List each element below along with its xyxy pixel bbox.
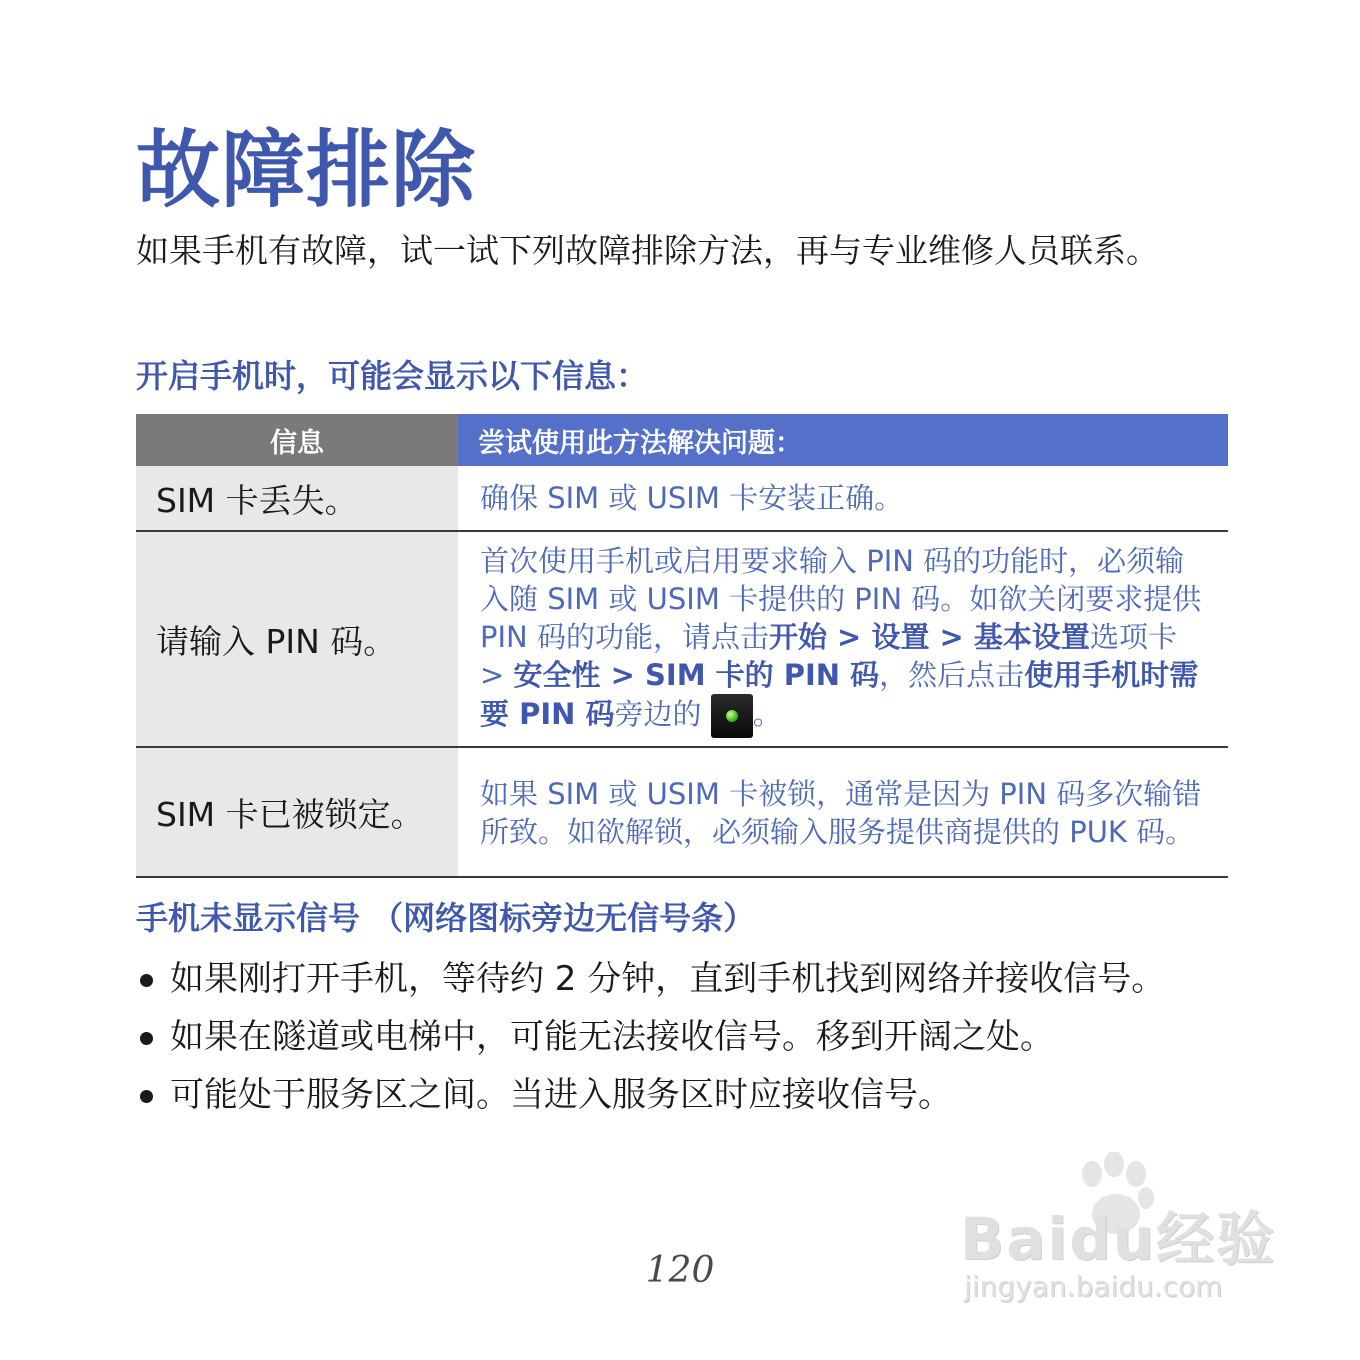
watermark-logo: Baidu经验 xyxy=(960,1205,1277,1273)
solution-text: ，然后点击 xyxy=(879,658,1025,692)
row-message: SIM 卡已被锁定。 xyxy=(136,747,458,877)
page-number: 120 xyxy=(645,1250,715,1291)
list-item: 如果刚打开手机，等待约 2 分钟，直到手机找到网络并接收信号。 xyxy=(136,950,1236,1008)
menu-path-security-sim-pin: 安全性 > SIM 卡的 PIN 码 xyxy=(513,658,880,692)
solution-text: 选项卡 > xyxy=(480,620,1177,692)
row-solution: 如果 SIM 或 USIM 卡被锁，通常是因为 PIN 码多次输错所致。如欲解锁，必须输入服务提供商提供的 PUK 码。 xyxy=(458,747,1228,877)
table-row xyxy=(136,747,1228,877)
list-item: 可能处于服务区之间。当进入服务区时应接收信号。 xyxy=(136,1066,1236,1124)
watermark-url: jingyan.baidu.com xyxy=(964,1270,1223,1303)
list-item: 如果在隧道或电梯中，可能无法接收信号。移到开阔之处。 xyxy=(136,1008,1236,1066)
table-header-solution: 尝试使用此方法解决问题： xyxy=(458,414,1228,466)
table-row xyxy=(136,531,1228,747)
table-header-message: 信息 xyxy=(136,414,458,466)
row-message: 请输入 PIN 码。 xyxy=(136,531,458,747)
troubleshooting-table xyxy=(136,414,1228,878)
section-heading-startup-messages: 开启手机时，可能会显示以下信息： xyxy=(136,357,649,395)
solution-text: 首次使用手机或启用要求输入 PIN 码的功能时，必须输入随 SIM 或 USIM 卡提供的 PIN 码。如欲关闭要求提供 PIN 码的功能，请点击 xyxy=(480,544,1202,654)
table-row xyxy=(136,466,1228,531)
section-heading-no-signal: 手机未显示信号 （网络图标旁边无信号条） xyxy=(136,899,756,937)
row-message: SIM 卡丢失。 xyxy=(136,466,458,531)
row-solution: 确保 SIM 或 USIM 卡安装正确。 xyxy=(458,466,1228,531)
green-dot-checkbox-icon xyxy=(711,694,753,738)
row-solution xyxy=(458,531,1228,747)
solution-text: 。 xyxy=(752,697,782,731)
intro-paragraph: 如果手机有故障，试一试下列故障排除方法，再与专业维修人员联系。 xyxy=(136,231,1159,270)
option-require-pin: 使用手机时需要 PIN 码 xyxy=(480,658,1199,731)
no-signal-tips-list xyxy=(136,950,1236,1124)
page-content xyxy=(136,120,1228,1115)
table-header-row xyxy=(136,414,1228,466)
solution-text: 旁边的 xyxy=(614,697,702,731)
page-title: 故障排除 xyxy=(136,121,477,219)
menu-path-start-settings: 开始 > 设置 > 基本设置 xyxy=(768,620,1090,654)
